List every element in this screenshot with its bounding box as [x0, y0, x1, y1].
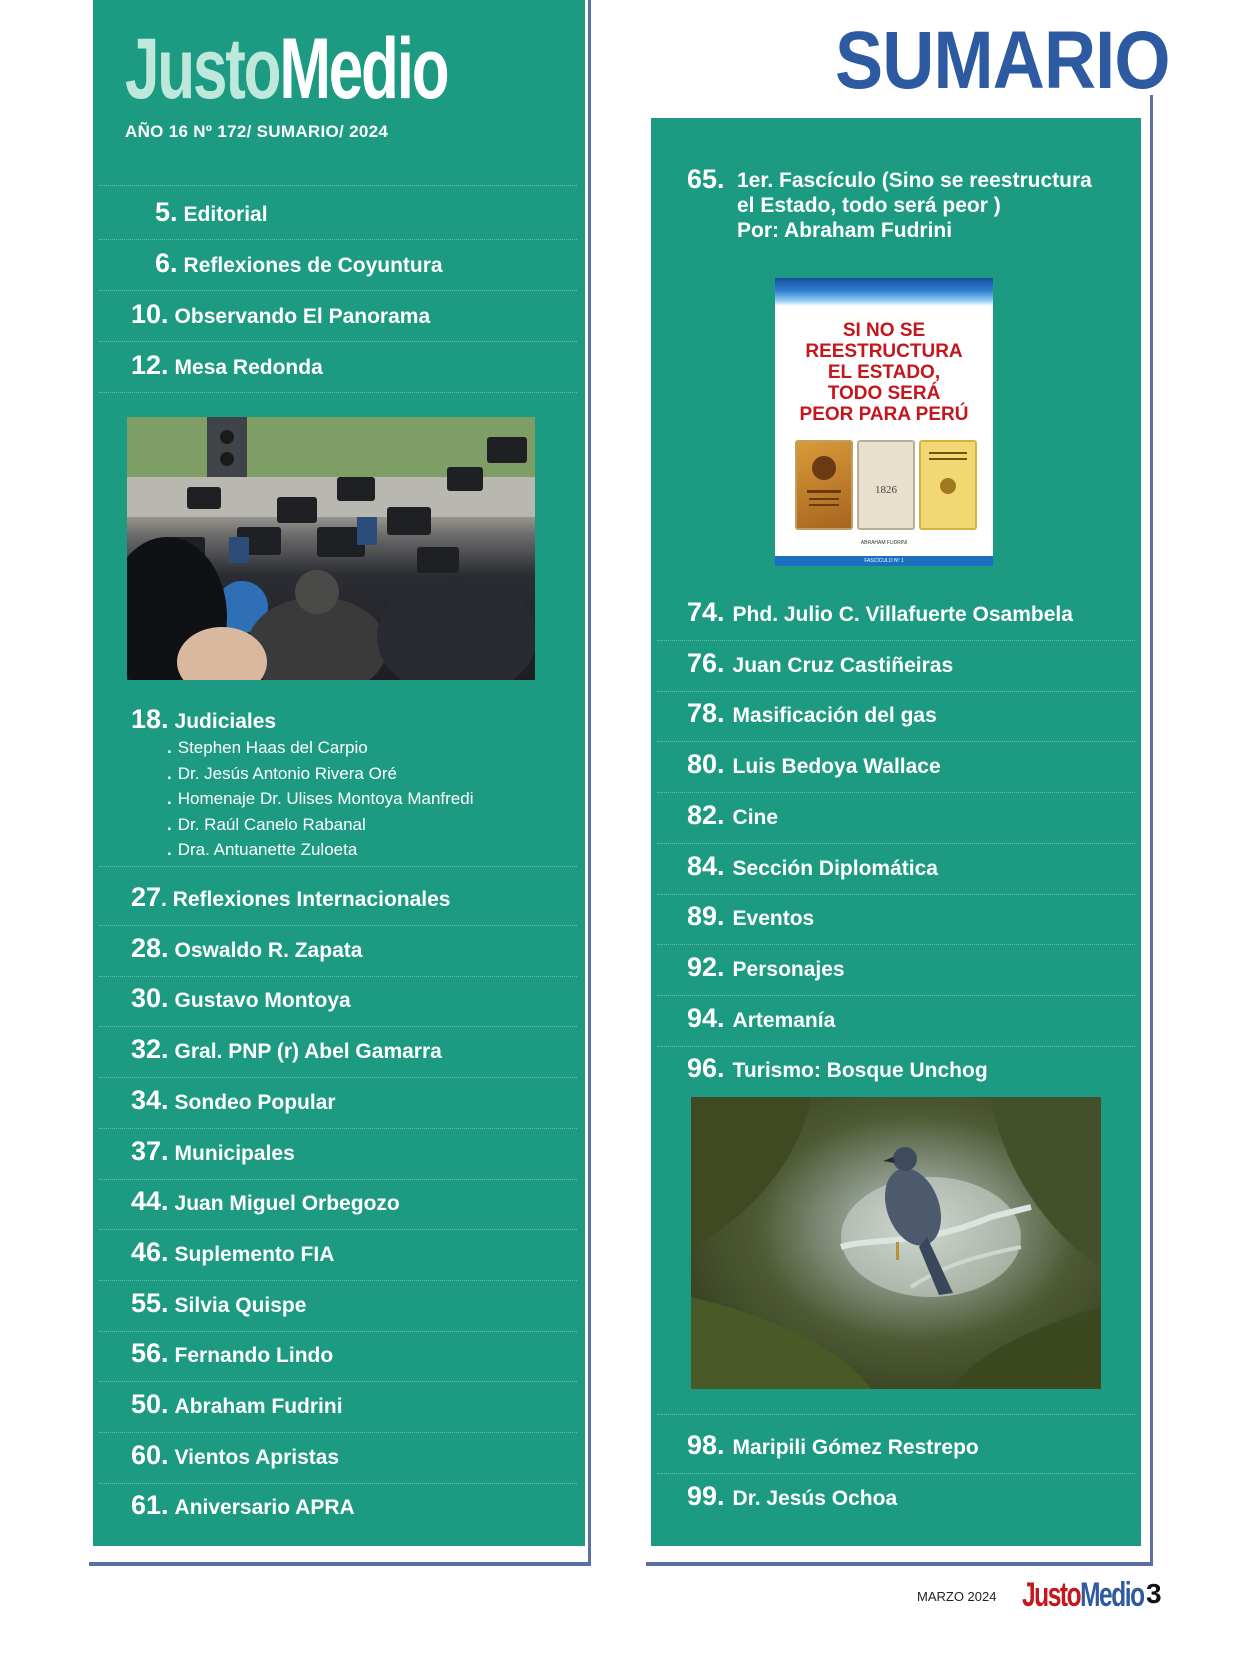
- entry-number: 50.: [131, 1389, 169, 1419]
- book-title-line: REESTRUCTURA: [805, 341, 963, 362]
- entry-title: Aniversario APRA: [174, 1496, 355, 1520]
- toc-entry[interactable]: [131, 1237, 334, 1268]
- toc-entry[interactable]: [687, 1053, 988, 1084]
- entry-divider: [99, 866, 577, 867]
- bullet-icon: .: [167, 763, 172, 783]
- entry-divider: [99, 239, 577, 240]
- entry-divider: [99, 392, 577, 393]
- entry-number: 55.: [131, 1287, 169, 1318]
- entry-title: Artemanía: [732, 1008, 836, 1032]
- entry-title: Gustavo Montoya: [174, 989, 351, 1013]
- entry-divider: [657, 894, 1135, 895]
- toc-entry[interactable]: [687, 648, 953, 679]
- entry-title: Silvia Quispe: [174, 1293, 307, 1317]
- entry-divider: [99, 1179, 577, 1180]
- toc-entry[interactable]: [131, 1034, 442, 1065]
- toc-entry[interactable]: [131, 1338, 333, 1369]
- entry-number: 44.: [131, 1186, 169, 1217]
- entry-divider: [657, 1046, 1135, 1047]
- entry-number: 37.: [131, 1135, 169, 1166]
- toc-entry[interactable]: [131, 1440, 339, 1471]
- judiciales-subitem[interactable]: [167, 764, 397, 784]
- entry-title: Municipales: [174, 1141, 295, 1165]
- book-title-line: SI NO SE: [842, 320, 926, 341]
- toc-entry[interactable]: [131, 299, 430, 330]
- entry-title: Editorial: [183, 203, 268, 226]
- book-band-label: FASCÍCULO Nº 1: [864, 558, 904, 564]
- entry-number: 99.: [687, 1480, 725, 1511]
- bird-photo-illustration: [691, 1097, 1101, 1389]
- entry-divider: [99, 925, 577, 926]
- toc-entry[interactable]: [131, 1288, 306, 1319]
- entry-title: Eventos: [732, 907, 815, 931]
- toc-entry[interactable]: [131, 350, 323, 381]
- toc-entry[interactable]: [687, 749, 941, 780]
- bird-forest-photo: [691, 1097, 1101, 1389]
- seal-icon: [921, 442, 975, 528]
- entry-title: Judiciales: [174, 710, 277, 733]
- right-panel-frame-bottom: [646, 1562, 1153, 1566]
- toc-entry[interactable]: [687, 1430, 979, 1461]
- entry-title: Phd. Julio C. Villafuerte Osambela: [732, 603, 1073, 626]
- entry-title: Mesa Redonda: [174, 356, 323, 379]
- entry-title: Cine: [732, 805, 779, 829]
- toc-entry[interactable]: [155, 248, 443, 279]
- entry-title: Dr. Jesús Ochoa: [732, 1486, 898, 1510]
- book-author: ABRAHAM FUDRINI: [860, 540, 908, 546]
- entry-title: Oswaldo R. Zapata: [174, 938, 363, 962]
- entry-number: 34.: [131, 1084, 169, 1115]
- entry-title: Juan Miguel Orbegozo: [174, 1192, 400, 1216]
- feature-text: [737, 168, 1092, 243]
- eagle-emblem-icon: [797, 442, 851, 528]
- toc-entry[interactable]: [131, 1085, 336, 1116]
- toc-entry[interactable]: [687, 597, 1073, 628]
- entry-divider: [99, 1381, 577, 1382]
- entry-number: 80.: [687, 749, 725, 780]
- entry-divider: [657, 944, 1135, 945]
- entry-number: 12.: [131, 350, 169, 380]
- book-cover: [775, 278, 993, 566]
- entry-divider: [99, 1077, 577, 1078]
- left-contents-panel: [93, 0, 585, 1546]
- entry-title: Masificación del gas: [732, 704, 937, 728]
- magazine-logo: JustoMedio: [125, 21, 448, 117]
- entry-divider: [99, 1128, 577, 1129]
- entry-number: 61.: [131, 1490, 169, 1521]
- feature-line-2: el Estado, todo será peor ): [737, 194, 1001, 217]
- judiciales-subitem[interactable]: [167, 840, 357, 860]
- toc-entry[interactable]: [687, 1481, 897, 1512]
- toc-entry[interactable]: [155, 197, 268, 228]
- entry-title: Sección Diplomática: [732, 856, 938, 880]
- entry-number: 5.: [155, 197, 178, 227]
- book-band: [775, 556, 993, 566]
- entry-title: Reflexiones de Coyuntura: [183, 254, 443, 277]
- page-number: 3: [1146, 1578, 1162, 1609]
- subitem-label: Dr. Raúl Canelo Rabanal: [177, 814, 366, 834]
- toc-entry[interactable]: [131, 882, 450, 913]
- toc-entry[interactable]: [687, 800, 778, 831]
- entry-number: 74.: [687, 597, 725, 627]
- toc-entry[interactable]: [687, 952, 845, 983]
- entry-divider: [657, 792, 1135, 793]
- entry-number: 65.: [687, 164, 725, 194]
- press-conference-photo: [127, 417, 535, 680]
- entry-title: . Reflexiones Internacionales: [161, 888, 451, 911]
- subitem-label: Homenaje Dr. Ulises Montoya Manfredi: [177, 789, 474, 808]
- toc-entry[interactable]: [687, 1003, 835, 1034]
- book-wave-header: [775, 278, 993, 306]
- entry-number: 30.: [131, 983, 169, 1014]
- judiciales-subitem[interactable]: [167, 738, 368, 758]
- entry-number: 96.: [687, 1053, 725, 1084]
- subitem-label: Dra. Antuanette Zuloeta: [177, 840, 358, 859]
- right-contents-panel: [651, 118, 1141, 1546]
- entry-divider: [657, 640, 1135, 641]
- toc-entry[interactable]: [131, 933, 362, 964]
- book-title-line: PEOR PARA PERÚ: [799, 404, 969, 425]
- entry-number: 56.: [131, 1338, 169, 1369]
- book-title-line: EL ESTADO,: [827, 362, 941, 383]
- bullet-icon: .: [167, 840, 172, 859]
- book-title-line: TODO SERÁ: [827, 383, 941, 404]
- toc-entry[interactable]: [131, 704, 276, 735]
- toc-entry[interactable]: [131, 1490, 355, 1521]
- entry-title: Luis Bedoya Wallace: [732, 755, 941, 779]
- footer-date: MARZO 2024: [917, 1589, 997, 1604]
- toc-entry[interactable]: [131, 1186, 400, 1217]
- entry-title: Observando El Panorama: [174, 305, 431, 328]
- entry-number: 10.: [131, 299, 169, 329]
- left-panel-frame-right: [588, 0, 591, 1566]
- feature-line-1: 1er. Fascículo (Sino se reestructura: [737, 169, 1092, 192]
- toc-entry[interactable]: [687, 851, 938, 882]
- entry-divider: [99, 1483, 577, 1484]
- bullet-icon: .: [167, 738, 172, 757]
- entry-number: 32.: [131, 1034, 169, 1065]
- issue-line: AÑO 16 Nº 172/ SUMARIO/ 2024: [125, 122, 389, 141]
- entry-divider: [99, 341, 577, 342]
- section-title: SUMARIO: [835, 15, 1170, 106]
- entry-number: 18.: [131, 704, 169, 734]
- entry-number: 94.: [687, 1002, 725, 1033]
- entry-number: 6.: [155, 248, 178, 278]
- entry-title: Sondeo Popular: [174, 1090, 336, 1114]
- entry-title: Turismo: Bosque Unchog: [732, 1059, 988, 1083]
- subitem-label: Stephen Haas del Carpio: [177, 738, 368, 757]
- entry-number: 27: [131, 882, 162, 912]
- right-panel-frame-right: [1150, 95, 1153, 1566]
- entry-title: Suplemento FIA: [174, 1242, 335, 1266]
- entry-divider: [657, 995, 1135, 996]
- left-panel-frame-bottom: [89, 1562, 591, 1566]
- entry-divider: [99, 1432, 577, 1433]
- footer-logo: JustoMedio: [1022, 1576, 1144, 1614]
- book-document-2: [857, 440, 915, 530]
- toc-entry[interactable]: [131, 1389, 343, 1420]
- judiciales-subitem[interactable]: [167, 789, 473, 809]
- entry-divider: [99, 1331, 577, 1332]
- entry-number: 28.: [131, 932, 169, 963]
- entry-title: Personajes: [732, 957, 845, 981]
- entry-number: 46.: [131, 1236, 169, 1267]
- entry-divider: [99, 976, 577, 977]
- judiciales-subitem[interactable]: [167, 815, 366, 835]
- entry-divider: [657, 1473, 1135, 1474]
- entry-divider: [657, 1414, 1135, 1415]
- entry-divider: [657, 741, 1135, 742]
- entry-title: Abraham Fudrini: [174, 1395, 343, 1418]
- bullet-icon: .: [167, 814, 172, 834]
- press-photo-illustration: [127, 417, 535, 680]
- entry-title: Maripili Gómez Restrepo: [732, 1436, 979, 1459]
- feature-line-3: Por: Abraham Fudrini: [737, 219, 953, 242]
- book-title: [775, 320, 993, 425]
- entry-divider: [657, 843, 1135, 844]
- entry-number: 82.: [687, 799, 725, 830]
- entry-divider: [99, 185, 577, 186]
- entry-divider: [99, 1026, 577, 1027]
- entry-number: 84.: [687, 850, 725, 881]
- bullet-icon: .: [167, 789, 172, 808]
- entry-number: 60.: [131, 1439, 169, 1470]
- entry-number: 92.: [687, 951, 725, 982]
- entry-divider: [657, 691, 1135, 692]
- feature-entry[interactable]: [687, 164, 725, 195]
- entry-number: 76.: [687, 647, 725, 678]
- entry-title: Gral. PNP (r) Abel Gamarra: [174, 1040, 442, 1064]
- book-doc-year: 1826: [875, 484, 897, 496]
- subitem-label: Dr. Jesús Antonio Rivera Oré: [177, 763, 397, 783]
- entry-number: 98.: [687, 1430, 725, 1460]
- toc-entry[interactable]: [687, 901, 814, 932]
- entry-divider: [99, 1229, 577, 1230]
- entry-title: Juan Cruz Castiñeiras: [732, 653, 954, 677]
- toc-entry[interactable]: [131, 1136, 295, 1167]
- entry-divider: [99, 290, 577, 291]
- book-document-3: [919, 440, 977, 530]
- entry-divider: [99, 1280, 577, 1281]
- entry-title: Vientos Apristas: [174, 1445, 340, 1469]
- toc-entry[interactable]: [687, 698, 937, 729]
- entry-number: 89.: [687, 901, 725, 932]
- entry-number: 78.: [687, 698, 725, 729]
- entry-title: Fernando Lindo: [174, 1344, 334, 1368]
- toc-entry[interactable]: [131, 983, 351, 1014]
- book-document-1: [795, 440, 853, 530]
